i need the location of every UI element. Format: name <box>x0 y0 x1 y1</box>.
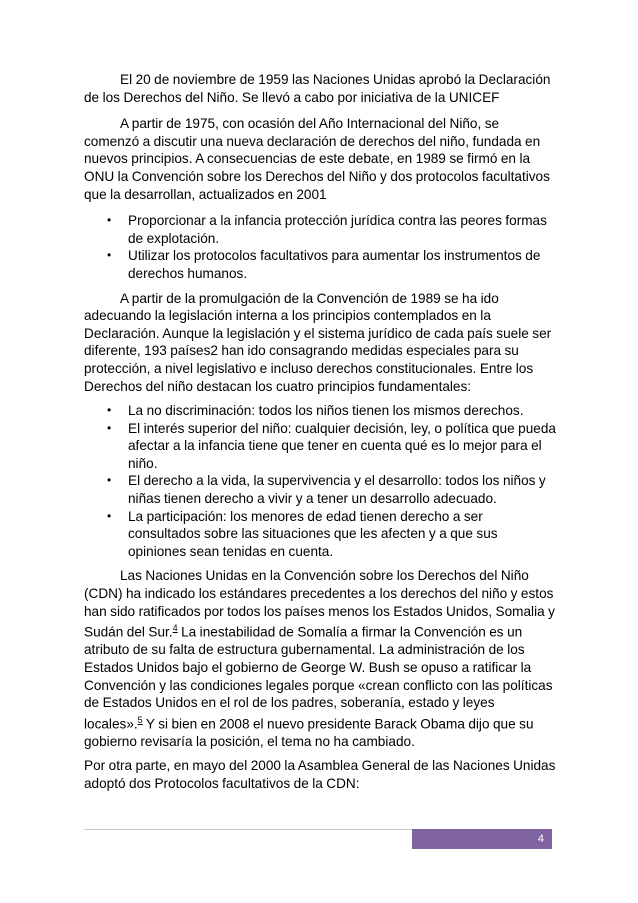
bullet-icon: • <box>107 508 112 523</box>
bullet-icon: • <box>107 248 112 263</box>
list-item-text: El derecho a la vida, la supervivencia y el desarrollo: todos los niños y niñas tienen derecho a vivir y a tener un desarrollo adecuado. <box>128 473 546 507</box>
list-item-text: La participación: los menores de edad tienen derecho a ser consultados sobre las situaciones que les afecten y a que sus opiniones sean tenidas en cuenta. <box>128 508 498 559</box>
paragraph-ratificacion <box>84 567 556 750</box>
page-number-box <box>412 829 552 849</box>
list-item <box>84 247 556 282</box>
list-item-text: Utilizar los protocolos facultativos para aumentar los instrumentos de derechos humanos. <box>128 248 541 281</box>
list-item <box>84 402 556 420</box>
paragraph-declaracion-1959: El 20 de noviembre de 1959 las Naciones Unidas aprobó la Declaración de los Derechos del Niño. Se llevó a cabo por iniciativa de la UNICEF <box>84 72 551 105</box>
bullet-icon: • <box>107 473 112 488</box>
protocols-goals-list <box>84 212 556 282</box>
bullet-icon: • <box>107 403 112 418</box>
list-item-text: Proporcionar a la infancia protección jurídica contra las peores formas de explotación. <box>128 213 547 246</box>
footnote-link-5[interactable]: 5 <box>137 714 143 725</box>
list-item <box>84 212 556 247</box>
bullet-icon: • <box>107 420 112 435</box>
list-item <box>84 508 556 561</box>
paragraph-text: La inestabilidad de Somalía a firmar la Convención es un atributo de su falta de estructura gubernamental. La administración de los Estados Unidos bajo el gobierno de George W. Bush se opuso a ratificar la Convención y las condiciones legales porque «crean conflicto con las políticas de Estados Unidos en el rol de los padres, soberanía, estado y leyes locales». <box>84 624 553 732</box>
paragraph-legislacion: A partir de la promulgación de la Convención de 1989 se ha ido adecuando la legislación interna a los principios contemplados en la Declaración. Aunque la legislación y el sistema jurídico de cada país suele ser diferente, 193 países2 han ido consagrando medidas especiales para su protección, a nivel legislativo e incluso derechos constitucionales. Entre los Derechos del niño destacan los cuatro principios fundamentales: <box>84 290 552 394</box>
list-item-text: La no discriminación: todos los niños tienen los mismos derechos. <box>128 403 524 419</box>
list-item <box>84 420 556 473</box>
page-content <box>84 71 556 793</box>
paragraph-convencion-1989: A partir de 1975, con ocasión del Año Internacional del Niño, se comenzó a discutir una nueva declaración de derechos del niño, fundada en nuevos principios. A consecuencias de este debate, en 1989 se firmó en la ONU la Convención sobre los Derechos del Niño y dos protocolos facultativos que la desarrollan, actualizados en 2001 <box>84 116 550 202</box>
page-number: 4 <box>537 833 544 845</box>
fundamental-principles-list <box>84 402 556 560</box>
paragraph-protocolos-2000: Por otra parte, en mayo del 2000 la Asamblea General de las Naciones Unidas adoptó dos Protocolos facultativos de la CDN: <box>84 758 556 792</box>
footnote-link-4[interactable]: 4 <box>172 623 178 634</box>
paragraph-text: Las Naciones Unidas en la Convención sobre los Derechos del Niño (CDN) ha indicado los estándares precedentes a los derechos del niño y estos han sido ratificados por todos los países menos los Estados Unidos, Somalia y Sudán del Sur. <box>84 568 555 640</box>
list-item <box>84 472 556 507</box>
paragraph-text: Y si bien en 2008 el nuevo presidente Barack Obama dijo que su gobierno revisaría la posición, el tema no ha cambiado. <box>84 716 534 749</box>
bullet-icon: • <box>107 213 112 228</box>
list-item-text: El interés superior del niño: cualquier decisión, ley, o política que pueda afectar a la infancia tiene que tener en cuenta qué es lo mejor para el niño. <box>128 420 556 471</box>
